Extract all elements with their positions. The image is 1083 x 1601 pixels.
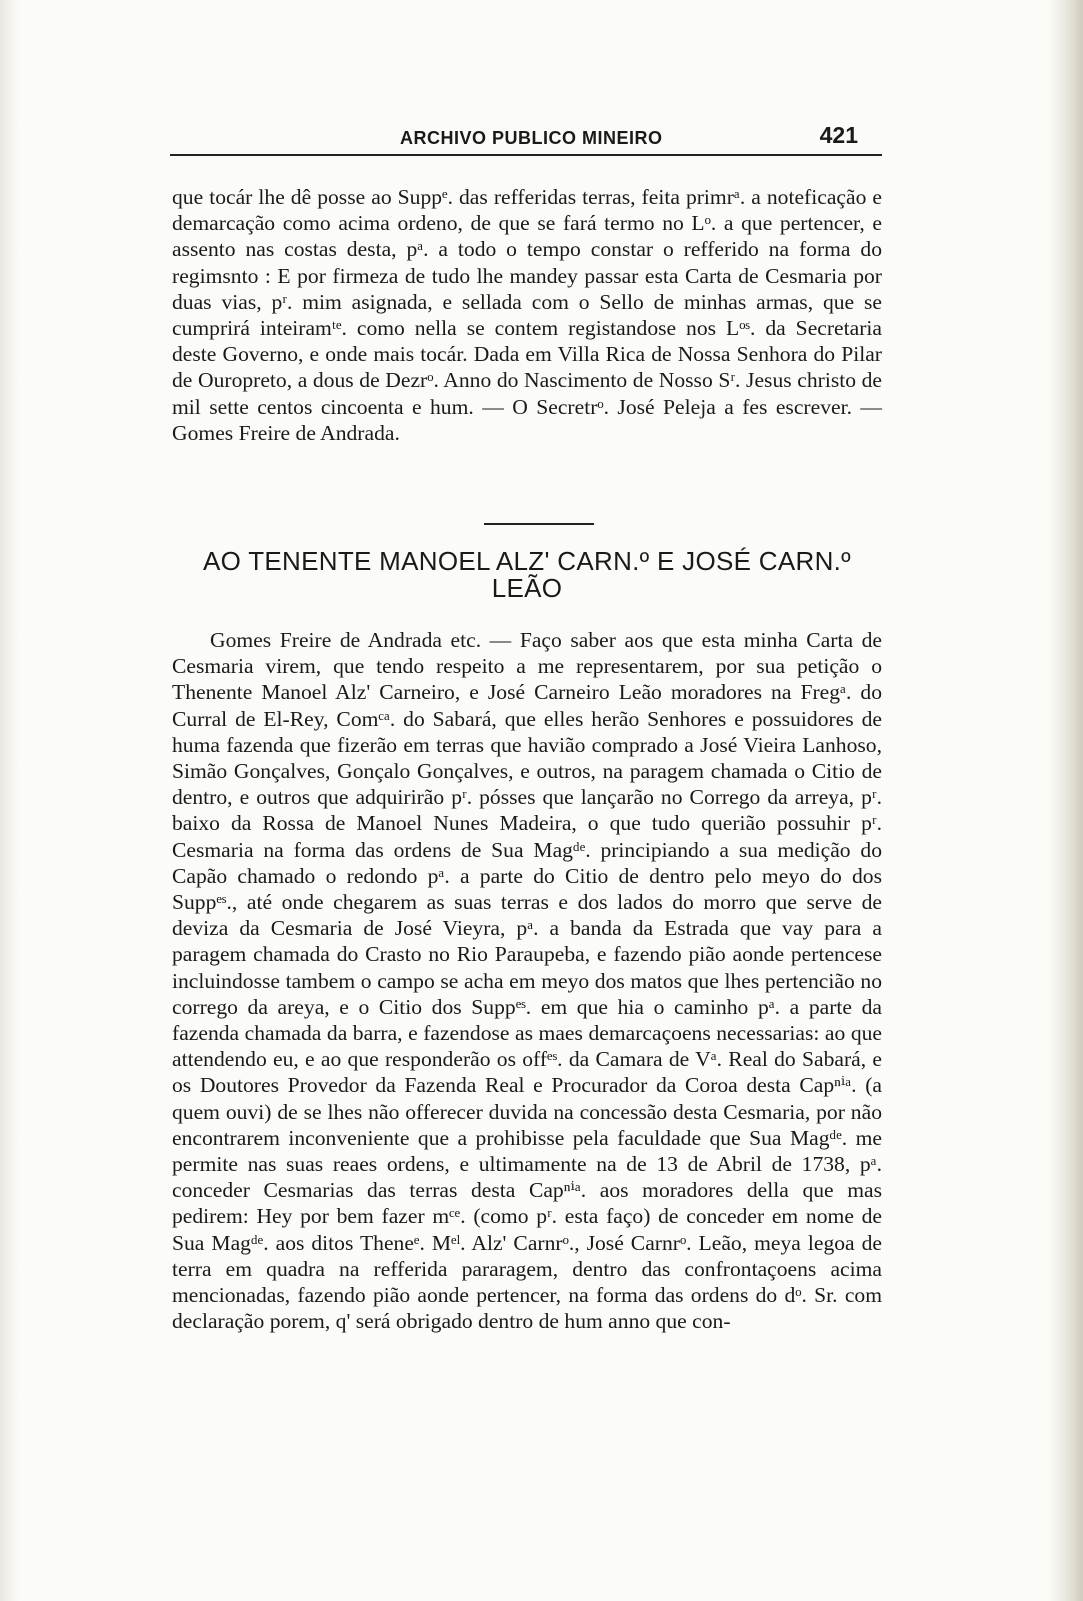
paragraph-body: Gomes Freire de Andrada etc. — Faço saber aos que esta minha Carta de Cesmaria virem, que tendo respeito a me representarem, por sua petição o Thenente Manoel Alz' Carneiro, e José Carneiro Leão moradores na Fregᵃ. do Curral de El-Rey, Comᶜᵃ. do Sabará, que elles herão Senhores e possuidores de huma fazenda que fizerão em terras que havião comprado a José Vieira Lanhoso, Simão Gonçalves, Gonçalo Gonçalves, e outros, na paragem chamada o Citio de dentro, e outros que adquirirão pʳ. pósses que lançarão no Corrego da arreya, pʳ. baixo da Rossa de Manoel Nunes Madeira, o que tudo querião possuhir pʳ. Cesmaria na forma das ordens de Sua Magᵈᵉ. principiando a sua medição do Capão chamado o redondo pᵃ. a parte do Citio de dentro pelo meyo do dos Suppᵉˢ., até onde chegarem as suas terras e dos lados do morro que serve de deviza da Cesmaria de José Vieyra, pᵃ. a banda da Estrada que vay para a paragem chamada do Crasto no Rio Paraupeba, e fazendo pião aonde pertencese incluindosse tambem o campo se acha em meyo dos matos que lhes pertencião no corrego da areya, e o Citio dos Suppᵉˢ. em que hia o caminho pᵃ. a parte da fazenda chamada da barra, e fazendose as maes demarcaçoens necessarias: ao que attendendo eu, e ao que responderão os offᵉˢ. da Camara de Vᵃ. Real do Sabará, e os Doutores Provedor da Fazenda Real e Procurador da Coroa desta Capⁿⁱᵃ. (a quem ouvi) de se lhes não offerecer duvida na concessão desta Cesmaria, por não encontrarem inconveniente que a prohibisse pela faculdade que Sua Magᵈᵉ. me permite nas suas reaes ordens, e ultimamente na de 13 de Abril de 1738, pᵃ. conceder Cesmarias das terras desta Capⁿⁱᵃ. aos moradores della que mas pedirem: Hey por bem fazer mᶜᵉ. (como pʳ. esta faço) de conceder em nome de Sua Magᵈᵉ. aos ditos Theneᵉ. Mᵉˡ. Alz' Carnrᵒ., José Carnrᵒ. Leão, meya legoa de terra em quadra na refferida pararagem, dentro das confrontaçoens acima mencionadas, fazendo pião aonde pertencer, na forma das ordens do dᵒ. Sr. com declaração porem, q' será obrigado dentro de hum anno que con-: [172, 628, 882, 1334]
running-header: [170, 118, 882, 158]
page-right-edge-shadow: [1049, 0, 1083, 1601]
running-title: ARCHIVO PUBLICO MINEIRO: [400, 128, 663, 148]
section-heading: AO TENENTE MANOEL ALZ' CARN.º E JOSÉ CARN.º LEÃO: [203, 546, 851, 603]
header-rule: [170, 154, 882, 156]
section-divider: [484, 523, 594, 525]
page-number: 421: [819, 122, 858, 148]
page-left-edge-shadow: [0, 0, 18, 1601]
paragraph-continuation: que tocár lhe dê posse ao Suppᵉ. das refferidas terras, feita primrᵃ. a noteficação e demarcação como acima ordeno, de que se fará termo no Lᵒ. a que pertencer, e assento nas costas desta, pᵃ. a todo o tempo constar o refferido na forma do regimsnto : E por firmeza de tudo lhe mandey passar esta Carta de Cesmaria por duas vias, pʳ. mim asignada, e sellada com o Sello de minhas armas, que se cumprirá inteiramᵗᵉ. como nella se contem registandose nos Lᵒˢ. da Secretaria deste Governo, e onde mais tocár. Dada em Villa Rica de Nossa Senhora do Pilar de Ouropreto, a dous de Dezrᵒ. Anno do Nascimento de Nosso Sʳ. Jesus christo de mil sette centos cincoenta e hum. — O Secretrᵒ. José Peleja a fes escrever. — Gomes Freire de Andrada.: [172, 185, 882, 445]
